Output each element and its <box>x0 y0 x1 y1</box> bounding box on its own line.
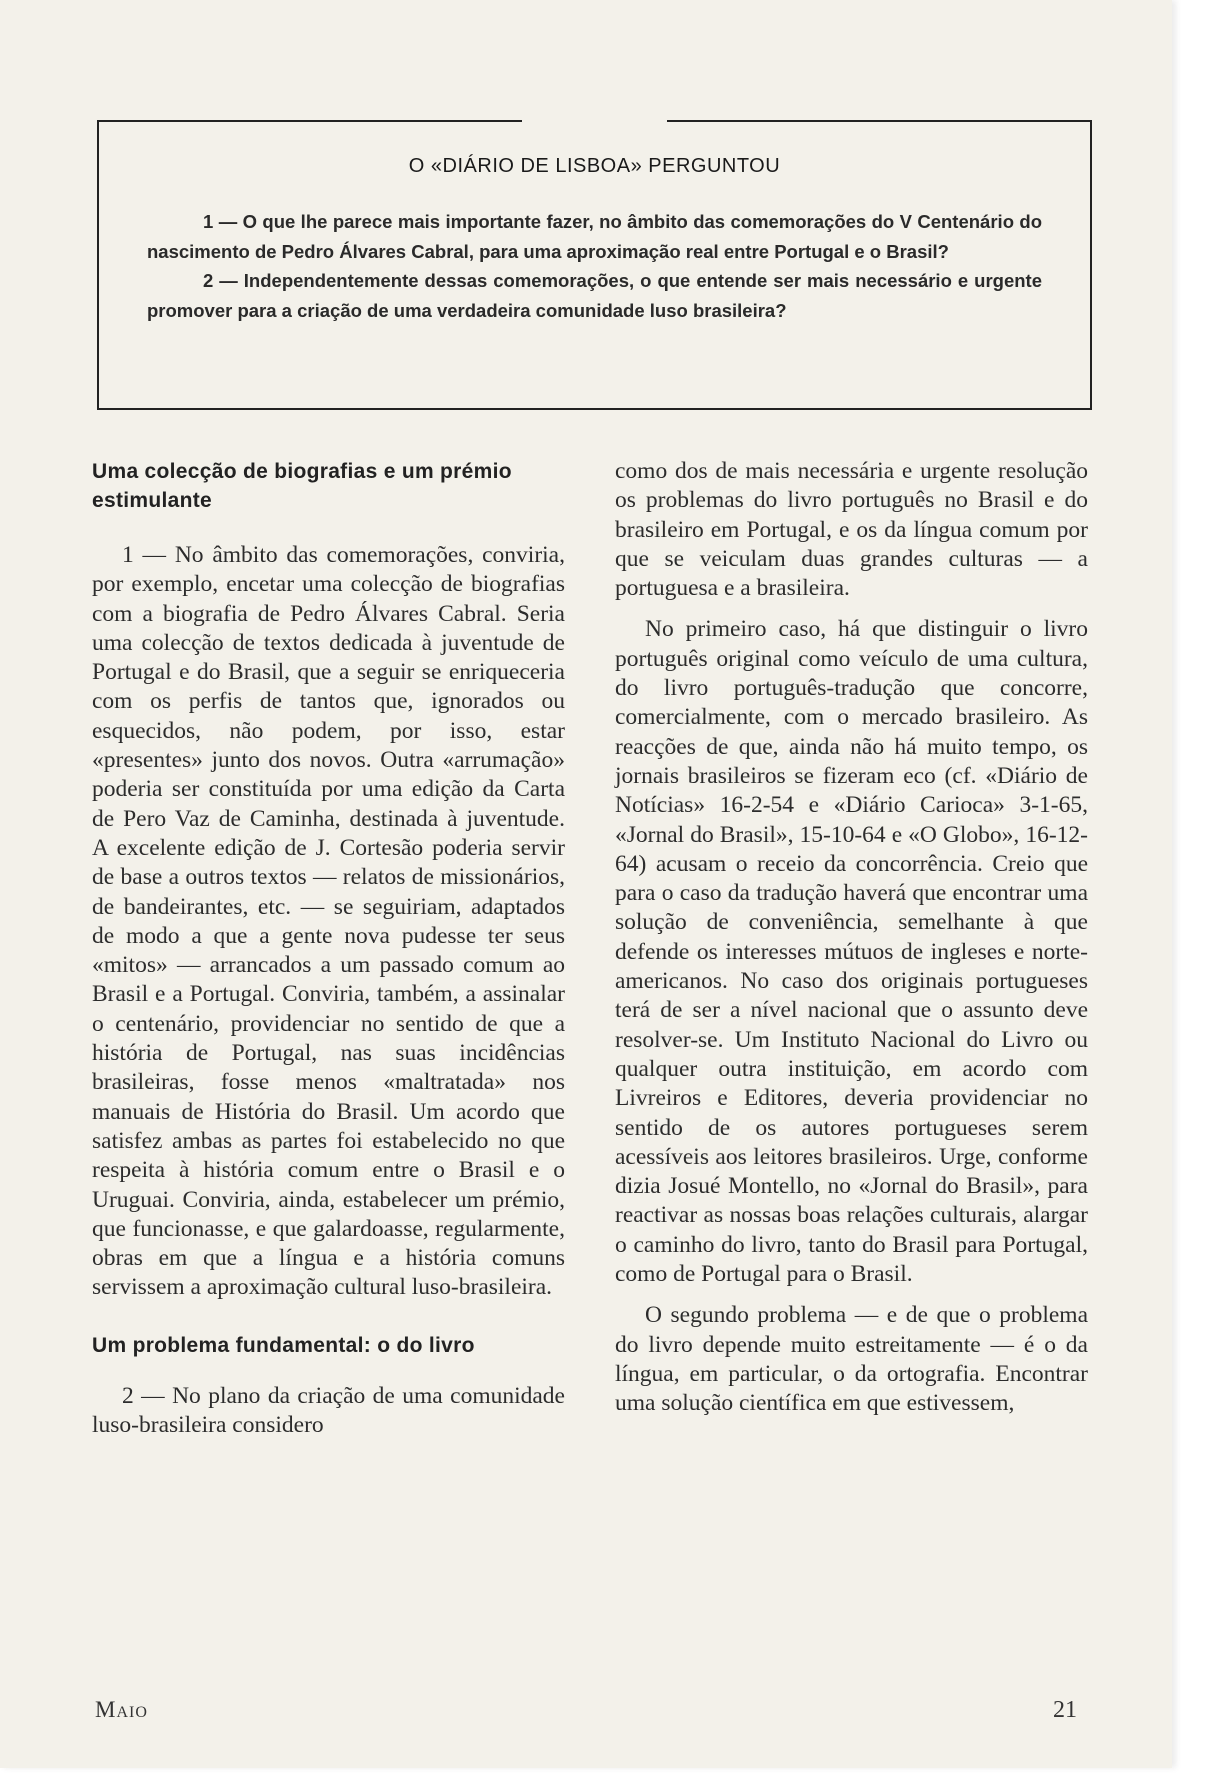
right-column <box>615 457 1088 1431</box>
page-number: 21 <box>1053 1697 1077 1723</box>
section-heading-problema-livro: Um problema fundamental: o do livro <box>92 1333 475 1357</box>
question-2: 2 — Independentemente dessas comemorações, o que entende ser mais necessário e urgente promover para a criação de uma verdadeira comunidade luso brasileira? <box>147 270 1042 321</box>
box-top-rule-right <box>667 120 1092 122</box>
paragraph-primeiro-caso: No primeiro caso, há que distinguir o livro português original como veículo de uma cultura, do livro português-tradução que concorre, comercialmente, com o mercado brasileiro. As reacções de que, ainda não há muito tempo, os jornais brasileiros se fizeram eco (cf. «Diário de Notícias» 16-2-54 e «Diário Carioca» 3-1-65, «Jornal do Brasil», 15-10-64 e «O Globo», 16-12-64) acusam o receio da concorrência. Creio que para o caso da tradução haverá que encontrar uma solução de conveniência, semelhante à que defende os interesses mútuos de ingleses e norte-americanos. No caso dos originais portugueses terá de ser a nível nacional que o assunto deve resolver-se. Um Instituto Nacional do Livro ou qualquer outra instituição, em acordo com Livreiros e Editores, deveria providenciar no sentido de os autores portugueses serem acessíveis aos leitores brasileiros. Urge, conforme dizia Josué Montello, no «Jornal do Brasil», para reactivar as nossas boas relações culturais, alargar o caminho do livro, tanto do Brasil para Portugal, como de Portugal para o Brasil. <box>615 616 1088 1288</box>
box-top-rule-left <box>97 120 522 122</box>
section-heading-biografias: Uma colecção de biografias e um prémio estimulante <box>92 460 512 512</box>
answer-2-paragraph-start: 2 — No plano da criação de uma comunidade luso-brasileira considero <box>92 1382 565 1439</box>
question-1: 1 — O que lhe parece mais importante fazer, no âmbito das comemorações do V Centenário do nascimento de Pedro Álvares Cabral, para uma aproximação real entre Portugal e o Brasil? <box>147 211 1042 262</box>
left-column <box>92 457 565 1452</box>
paragraph-segundo-problema: O segundo problema — e de que o problema do livro depende muito estreitamente — é o da língua, em particular, o da ortografia. Encontrar uma solução científica em que estivessem, <box>615 1302 1088 1417</box>
question-box <box>97 120 1092 410</box>
footer-month: Maio <box>95 1697 148 1722</box>
answer-2-continuation: como dos de mais necessária e urgente resolução os problemas do livro português no Brasil e do brasileiro em Portugal, e os da língua comum por que se veiculam duas grandes culturas — a portuguesa e a brasileira. <box>615 458 1088 602</box>
answer-1-paragraph: 1 — No âmbito das comemorações, conviria, por exemplo, encetar uma colecção de biografias com a biografia de Pedro Álvares Cabral. Seria uma colecção de textos dedicada à juventude de Portugal e do Brasil, que a seguir se enriqueceria com os perfis de tantos que, ignorados ou esquecidos, não podem, por isso, estar «presentes» junto dos novos. Outra «arrumação» poderia ser constituída por uma edição da Carta de Pero Vaz de Caminha, destinada à juventude. A excelente edição de J. Cortesão poderia servir de base a outros textos — relatos de missionários, de bandeirantes, etc. — se seguiriam, adaptados de modo a que a gente nova pudesse ter seus «mitos» — arrancados a um passado comum ao Brasil e a Portugal. Conviria, também, a assinalar o centenário, providenciar no sentido de que a história de Portugal, nas suas incidências brasileiras, fosse menos «maltratada» nos manuais de História do Brasil. Um acordo que satisfez ambas as partes foi estabelecido no que respeita à história comum entre o Brasil e o Uruguai. Conviria, ainda, estabelecer um prémio, que funcionasse, e que galardoasse, regularmente, obras em que a língua e a história comuns servissem a aproximação cultural luso-brasileira. <box>92 542 565 1301</box>
question-list <box>147 207 1042 325</box>
question-box-title: O «DIÁRIO DE LISBOA» PERGUNTOU <box>408 155 781 177</box>
